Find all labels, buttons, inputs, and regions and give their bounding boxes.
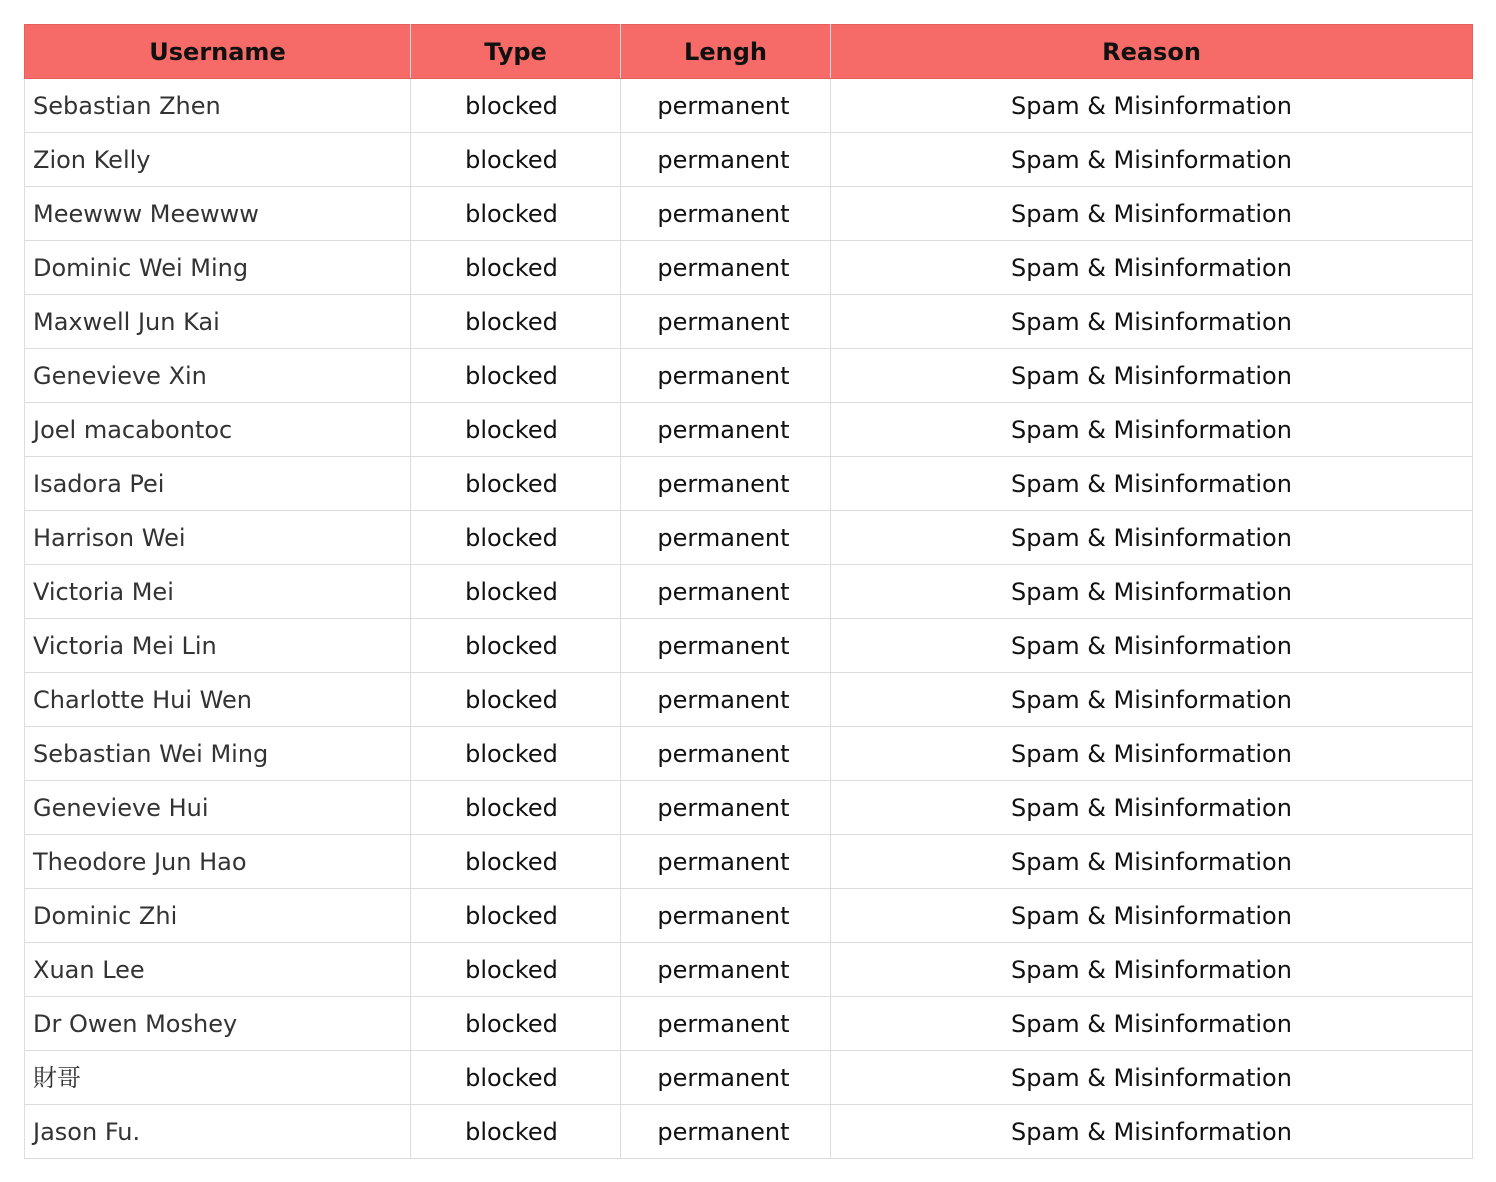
type-cell[interactable]: blocked	[411, 241, 621, 295]
reason-cell[interactable]: Spam & Misinformation	[831, 349, 1473, 403]
length-cell[interactable]: permanent	[621, 673, 831, 727]
username-cell[interactable]: 財哥	[25, 1051, 411, 1105]
username-cell[interactable]: Victoria Mei	[25, 565, 411, 619]
column-header-type[interactable]: Type	[411, 25, 621, 79]
username-cell[interactable]: Dominic Wei Ming	[25, 241, 411, 295]
type-cell[interactable]: blocked	[411, 943, 621, 997]
table-row[interactable]	[25, 1051, 1473, 1105]
length-cell[interactable]: permanent	[621, 565, 831, 619]
length-cell[interactable]: permanent	[621, 1105, 831, 1159]
table-row[interactable]	[25, 1105, 1473, 1159]
column-header-username[interactable]: Username	[25, 25, 411, 79]
length-cell[interactable]: permanent	[621, 1051, 831, 1105]
column-header-reason[interactable]: Reason	[831, 25, 1473, 79]
type-cell[interactable]: blocked	[411, 187, 621, 241]
table-row[interactable]	[25, 727, 1473, 781]
type-cell[interactable]: blocked	[411, 1105, 621, 1159]
table-row[interactable]	[25, 997, 1473, 1051]
username-cell[interactable]: Jason Fu.	[25, 1105, 411, 1159]
username-cell[interactable]: Isadora Pei	[25, 457, 411, 511]
type-cell[interactable]: blocked	[411, 1051, 621, 1105]
reason-cell[interactable]: Spam & Misinformation	[831, 835, 1473, 889]
length-cell[interactable]: permanent	[621, 133, 831, 187]
username-cell[interactable]: Joel macabontoc	[25, 403, 411, 457]
username-cell[interactable]: Sebastian Wei Ming	[25, 727, 411, 781]
type-cell[interactable]: blocked	[411, 295, 621, 349]
reason-cell[interactable]: Spam & Misinformation	[831, 511, 1473, 565]
reason-cell[interactable]: Spam & Misinformation	[831, 727, 1473, 781]
reason-cell[interactable]: Spam & Misinformation	[831, 943, 1473, 997]
username-cell[interactable]: Sebastian Zhen	[25, 79, 411, 133]
type-cell[interactable]: blocked	[411, 727, 621, 781]
reason-cell[interactable]: Spam & Misinformation	[831, 781, 1473, 835]
type-cell[interactable]: blocked	[411, 403, 621, 457]
reason-cell[interactable]: Spam & Misinformation	[831, 187, 1473, 241]
length-cell[interactable]: permanent	[621, 187, 831, 241]
reason-cell[interactable]: Spam & Misinformation	[831, 619, 1473, 673]
length-cell[interactable]: permanent	[621, 511, 831, 565]
table-row[interactable]	[25, 565, 1473, 619]
table-row[interactable]	[25, 619, 1473, 673]
table-header	[25, 25, 1473, 79]
reason-cell[interactable]: Spam & Misinformation	[831, 133, 1473, 187]
type-cell[interactable]: blocked	[411, 133, 621, 187]
length-cell[interactable]: permanent	[621, 889, 831, 943]
column-header-length[interactable]: Lengh	[621, 25, 831, 79]
reason-cell[interactable]: Spam & Misinformation	[831, 673, 1473, 727]
username-cell[interactable]: Zion Kelly	[25, 133, 411, 187]
table-body	[25, 79, 1473, 1159]
reason-cell[interactable]: Spam & Misinformation	[831, 997, 1473, 1051]
username-cell[interactable]: Genevieve Xin	[25, 349, 411, 403]
table-row[interactable]	[25, 943, 1473, 997]
username-cell[interactable]: Xuan Lee	[25, 943, 411, 997]
reason-cell[interactable]: Spam & Misinformation	[831, 889, 1473, 943]
reason-cell[interactable]: Spam & Misinformation	[831, 241, 1473, 295]
length-cell[interactable]: permanent	[621, 79, 831, 133]
length-cell[interactable]: permanent	[621, 457, 831, 511]
table-row[interactable]	[25, 403, 1473, 457]
length-cell[interactable]: permanent	[621, 727, 831, 781]
username-cell[interactable]: Dr Owen Moshey	[25, 997, 411, 1051]
type-cell[interactable]: blocked	[411, 889, 621, 943]
reason-cell[interactable]: Spam & Misinformation	[831, 1051, 1473, 1105]
table-row[interactable]	[25, 457, 1473, 511]
length-cell[interactable]: permanent	[621, 835, 831, 889]
reason-cell[interactable]: Spam & Misinformation	[831, 79, 1473, 133]
username-cell[interactable]: Genevieve Hui	[25, 781, 411, 835]
type-cell[interactable]: blocked	[411, 781, 621, 835]
type-cell[interactable]: blocked	[411, 997, 621, 1051]
length-cell[interactable]: permanent	[621, 295, 831, 349]
type-cell[interactable]: blocked	[411, 565, 621, 619]
username-cell[interactable]: Dominic Zhi	[25, 889, 411, 943]
length-cell[interactable]: permanent	[621, 241, 831, 295]
table-row[interactable]	[25, 673, 1473, 727]
reason-cell[interactable]: Spam & Misinformation	[831, 457, 1473, 511]
username-cell[interactable]: Theodore Jun Hao	[25, 835, 411, 889]
reason-cell[interactable]: Spam & Misinformation	[831, 403, 1473, 457]
table-row[interactable]	[25, 295, 1473, 349]
length-cell[interactable]: permanent	[621, 943, 831, 997]
reason-cell[interactable]: Spam & Misinformation	[831, 295, 1473, 349]
table-row[interactable]	[25, 889, 1473, 943]
username-cell[interactable]: Charlotte Hui Wen	[25, 673, 411, 727]
type-cell[interactable]: blocked	[411, 835, 621, 889]
blocked-users-table	[24, 24, 1473, 1159]
table-row[interactable]	[25, 187, 1473, 241]
username-cell[interactable]: Harrison Wei	[25, 511, 411, 565]
table-row[interactable]	[25, 511, 1473, 565]
username-cell[interactable]: Victoria Mei Lin	[25, 619, 411, 673]
length-cell[interactable]: permanent	[621, 619, 831, 673]
table-row[interactable]	[25, 79, 1473, 133]
type-cell[interactable]: blocked	[411, 349, 621, 403]
table-row[interactable]	[25, 835, 1473, 889]
username-cell[interactable]: Maxwell Jun Kai	[25, 295, 411, 349]
type-cell[interactable]: blocked	[411, 511, 621, 565]
length-cell[interactable]: permanent	[621, 997, 831, 1051]
type-cell[interactable]: blocked	[411, 619, 621, 673]
table-row[interactable]	[25, 349, 1473, 403]
table-row[interactable]	[25, 781, 1473, 835]
reason-cell[interactable]: Spam & Misinformation	[831, 565, 1473, 619]
length-cell[interactable]: permanent	[621, 349, 831, 403]
header-row	[25, 25, 1473, 79]
reason-cell[interactable]: Spam & Misinformation	[831, 1105, 1473, 1159]
table-row[interactable]	[25, 133, 1473, 187]
length-cell[interactable]: permanent	[621, 403, 831, 457]
table-row[interactable]	[25, 241, 1473, 295]
type-cell[interactable]: blocked	[411, 673, 621, 727]
type-cell[interactable]: blocked	[411, 79, 621, 133]
username-cell[interactable]: Meewww Meewww	[25, 187, 411, 241]
length-cell[interactable]: permanent	[621, 781, 831, 835]
type-cell[interactable]: blocked	[411, 457, 621, 511]
